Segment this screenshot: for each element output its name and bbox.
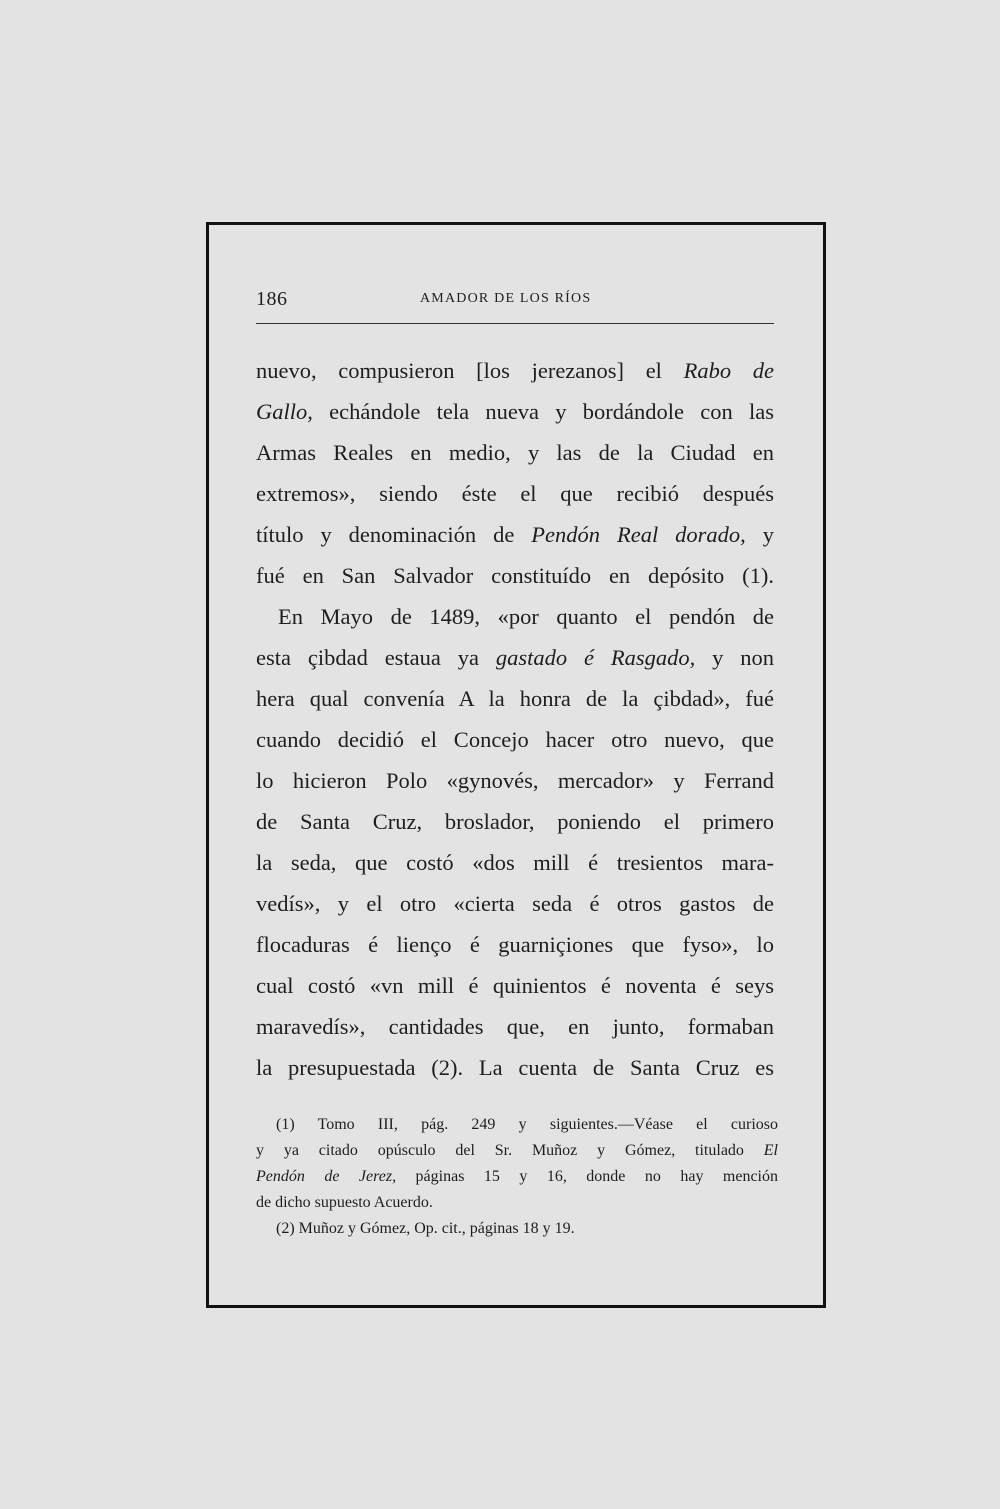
footnote-line: y ya citado opúsculo del Sr. Muñoz y Gómez, titulado El: [256, 1142, 778, 1159]
footnote-line: (1) Tomo III, pág. 249 y siguientes.—Véase el curioso: [276, 1116, 778, 1133]
body-line: vedís», y el otro «cierta seda é otros gastos de: [256, 891, 774, 916]
page-number: 186: [256, 288, 288, 310]
running-head: AMADOR DE LOS RÍOS: [420, 291, 592, 306]
body-line: flocaduras é lienço é guarniçiones que fyso», lo: [256, 932, 774, 957]
page-border-bottom-rule: [206, 1305, 826, 1307]
body-line: la presupuestada (2). La cuenta de Santa Cruz es: [256, 1055, 774, 1080]
footnote-line: (2) Muñoz y Gómez, Op. cit., páginas 18 y 19.: [276, 1220, 575, 1237]
body-line: En Mayo de 1489, «por quanto el pendón de: [278, 604, 774, 629]
page-header: [256, 288, 774, 312]
body-line: título y denominación de Pendón Real dorado, y: [256, 522, 775, 547]
body-line: lo hicieron Polo «gynovés, mercador» y Ferrand: [256, 768, 774, 793]
body-line: cuando decidió el Concejo hacer otro nuevo, que: [256, 727, 774, 752]
body-line: la seda, que costó «dos mill é tresientos mara-: [256, 850, 774, 875]
footnotes: [256, 1112, 778, 1242]
body-line: fué en San Salvador constituído en depósito (1).: [256, 563, 774, 588]
body-line: maravedís», cantidades que, en junto, formaban: [256, 1014, 774, 1039]
body-line: de Santa Cruz, broslador, poniendo el primero: [256, 809, 774, 834]
body-line: nuevo, compusieron [los jerezanos] el Rabo de: [256, 358, 775, 383]
body-line: Armas Reales en medio, y las de la Ciudad en: [256, 440, 774, 465]
body-line: hera qual convenía A la honra de la çibdad», fué: [256, 686, 774, 711]
footnote-line: Pendón de Jerez, páginas 15 y 16, donde no hay mención: [256, 1168, 778, 1185]
body-line: Gallo, echándole tela nueva y bordándole con las: [256, 399, 774, 424]
body-text: [256, 350, 774, 1088]
body-line: esta çibdad estaua ya gastado é Rasgado, y non: [256, 645, 774, 670]
footnote-line: de dicho supuesto Acuerdo.: [256, 1194, 433, 1211]
body-line: cual costó «vn mill é quinientos é noventa é seys: [256, 973, 774, 998]
header-rule: [256, 323, 774, 324]
body-line: extremos», siendo éste el que recibió después: [256, 481, 774, 506]
